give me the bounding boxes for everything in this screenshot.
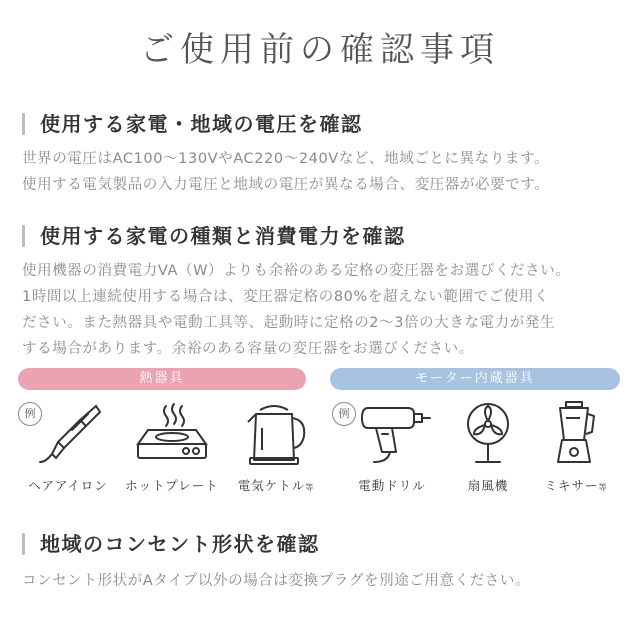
body-line: 使用機器の消費電力VA（W）よりも余裕のある定格の変圧器をお選びください。	[22, 263, 571, 279]
body-line: ださい。また熱器具や電動工具等、起動時に定格の2〜3倍の大きな電力が発生	[22, 315, 556, 331]
appliance-label: ヘアアイロン	[28, 478, 108, 493]
appliance-label: 扇風機	[467, 478, 509, 493]
example-mark: 例	[18, 402, 42, 426]
section-outlet	[18, 530, 630, 594]
body-line: する場合があります。余裕のある容量の変圧器をお選びください。	[22, 341, 474, 357]
example-mark: 例	[332, 402, 356, 426]
appliance-label: ホットプレート	[125, 478, 219, 493]
appliance-power-drill	[344, 400, 440, 494]
category-band-heat: 熱器具	[18, 368, 306, 390]
appliance-blender	[528, 400, 624, 494]
section-heading: 使用する家電の種類と消費電力を確認	[18, 222, 630, 250]
page-title: ご使用前の確認事項	[140, 30, 500, 70]
section-body	[18, 258, 630, 362]
body-line: 1時間以上連続使用する場合は、変圧器定格の80%を超えない範囲でご使用く	[22, 289, 550, 305]
appliance-hot-plate	[124, 400, 220, 494]
appliance-electric-kettle	[228, 400, 324, 494]
appliance-hair-iron	[20, 400, 116, 494]
section-heading: 使用する家電・地域の電圧を確認	[18, 110, 630, 138]
power-drill-icon	[352, 400, 432, 468]
section-power	[18, 222, 630, 362]
appliance-label: ミキサー等	[544, 478, 608, 493]
blender-icon	[536, 400, 616, 468]
category-band-motor: モーター内蔵器具	[330, 368, 620, 390]
appliance-electric-fan	[440, 400, 536, 494]
section-body	[18, 146, 630, 198]
body-line: コンセント形状がAタイプ以外の場合は変換プラグを別途ご用意ください。	[22, 573, 531, 589]
section-voltage	[18, 110, 630, 198]
section-heading: 地域のコンセント形状を確認	[18, 530, 630, 558]
body-line: 世界の電圧はAC100〜130VやAC220〜240Vなど、地域ごとに異なります。	[22, 151, 550, 167]
hair-iron-icon	[28, 400, 108, 468]
hot-plate-icon	[130, 400, 214, 468]
body-line: 使用する電気製品の入力電圧と地域の電圧が異なる場合、変圧器が必要です。	[22, 177, 550, 193]
electric-fan-icon	[448, 400, 528, 468]
electric-kettle-icon	[236, 400, 316, 468]
appliance-label: 電気ケトル等	[237, 478, 315, 493]
section-body	[18, 568, 630, 594]
appliance-label: 電動ドリル	[358, 478, 426, 493]
